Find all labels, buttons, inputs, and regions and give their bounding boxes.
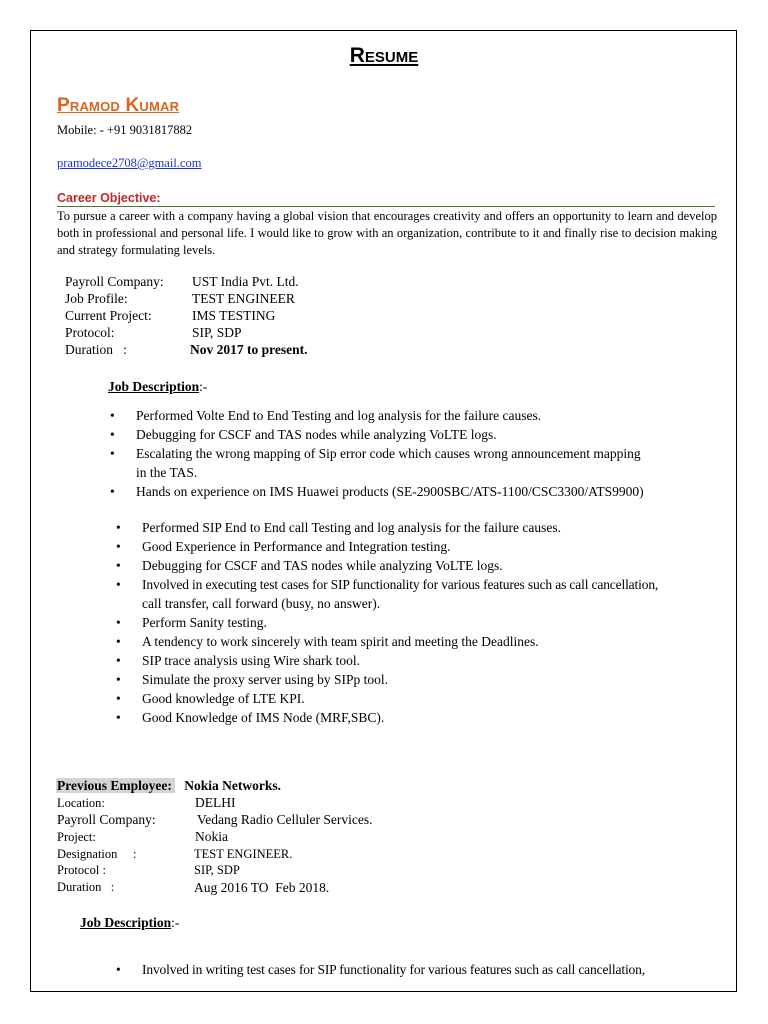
list-item: • Involved in executing test cases for SIP functionality for various features such as call cancellation, bbox=[116, 577, 659, 592]
current-value-payroll: UST India Pvt. Ltd. bbox=[192, 274, 299, 289]
current-label-payroll: Payroll Company: bbox=[65, 274, 164, 289]
email-link[interactable]: pramodece2708@gmail.com bbox=[57, 156, 202, 170]
career-objective-rule bbox=[57, 206, 715, 207]
previous-employee-heading bbox=[56, 778, 281, 794]
list-item: • Good Knowledge of IMS Node (MRF,SBC). bbox=[116, 710, 385, 725]
list-item: • SIP trace analysis using Wire shark tool. bbox=[116, 653, 361, 668]
previous-value-project: Nokia bbox=[195, 829, 228, 844]
current-value-protocol: SIP, SDP bbox=[192, 325, 242, 340]
previous-label-designation: Designation : bbox=[57, 847, 137, 861]
previous-employee-label: Previous Employee: bbox=[56, 778, 175, 793]
current-label-protocol: Protocol: bbox=[65, 325, 115, 340]
list-item: • Involved in writing test cases for SIP functionality for various features such as call cancellation, bbox=[116, 962, 645, 977]
previous-value-location: DELHI bbox=[195, 795, 236, 810]
list-item: • Simulate the proxy server using by SIPp tool. bbox=[116, 672, 388, 687]
mobile-number: Mobile: - +91 9031817882 bbox=[57, 123, 193, 137]
current-value-project: IMS TESTING bbox=[192, 308, 276, 323]
job-description-title: Job Description bbox=[108, 379, 200, 394]
current-bullet-list-a bbox=[110, 406, 644, 501]
list-item: • Debugging for CSCF and TAS nodes while analyzing VoLTE logs. bbox=[110, 427, 497, 442]
career-objective-heading: Career Objective: bbox=[57, 191, 161, 205]
career-objective-text: To pursue a career with a company having a global vision that encourages creativity and offers an opportunity to learn and develop both in professional and personal life. I would like to grow with an organization, contribute to it and finally rise to decision making and strategy formulating levels. bbox=[57, 209, 717, 257]
document-title: Resume bbox=[349, 44, 419, 67]
previous-label-location: Location: bbox=[57, 796, 105, 810]
list-item: • Performed SIP End to End call Testing and log analysis for the failure causes. bbox=[116, 520, 561, 535]
previous-label-protocol: Protocol : bbox=[57, 863, 106, 877]
previous-bullet-list bbox=[116, 960, 645, 979]
list-item: • A tendency to work sincerely with team spirit and meeting the Deadlines. bbox=[116, 634, 539, 649]
list-item: • Debugging for CSCF and TAS nodes while analyzing VoLTE logs. bbox=[116, 558, 503, 573]
current-bullet-list-b bbox=[116, 518, 659, 727]
previous-value-payroll: Vedang Radio Celluler Services. bbox=[197, 812, 373, 827]
list-item-continuation: in the TAS. bbox=[136, 465, 198, 480]
previous-label-duration: Duration : bbox=[57, 880, 115, 894]
current-job-description-heading bbox=[108, 379, 207, 395]
job-description-suffix: :- bbox=[171, 915, 180, 930]
list-item: • Good knowledge of LTE KPI. bbox=[116, 691, 305, 706]
list-item: • Perform Sanity testing. bbox=[116, 615, 267, 630]
previous-employee-company: Nokia Networks. bbox=[184, 778, 281, 793]
current-label-profile: Job Profile: bbox=[65, 291, 128, 306]
list-item: • Escalating the wrong mapping of Sip error code which causes wrong announcement mapping bbox=[110, 446, 641, 461]
list-item: • Hands on experience on IMS Huawei products (SE-2900SBC/ATS-1100/CSC3300/ATS9900) bbox=[110, 484, 644, 499]
current-value-duration: Nov 2017 to present. bbox=[190, 342, 308, 357]
job-description-title: Job Description bbox=[80, 915, 172, 930]
previous-value-protocol: SIP, SDP bbox=[194, 863, 240, 877]
candidate-name: Pramod Kumar bbox=[57, 95, 180, 116]
list-item: • Good Experience in Performance and Integration testing. bbox=[116, 539, 451, 554]
current-label-duration: Duration : bbox=[65, 342, 127, 357]
previous-label-project: Project: bbox=[57, 830, 96, 844]
previous-label-payroll: Payroll Company: bbox=[57, 812, 156, 827]
current-value-profile: TEST ENGINEER bbox=[192, 291, 295, 306]
previous-value-duration: Aug 2016 TO Feb 2018. bbox=[194, 880, 330, 895]
current-label-project: Current Project: bbox=[65, 308, 152, 323]
job-description-suffix: :- bbox=[199, 379, 208, 394]
previous-job-description-heading bbox=[80, 915, 179, 931]
previous-value-designation: TEST ENGINEER. bbox=[194, 847, 293, 861]
list-item: • Performed Volte End to End Testing and log analysis for the failure causes. bbox=[110, 408, 542, 423]
list-item-continuation: call transfer, call forward (busy, no answer). bbox=[142, 596, 381, 611]
